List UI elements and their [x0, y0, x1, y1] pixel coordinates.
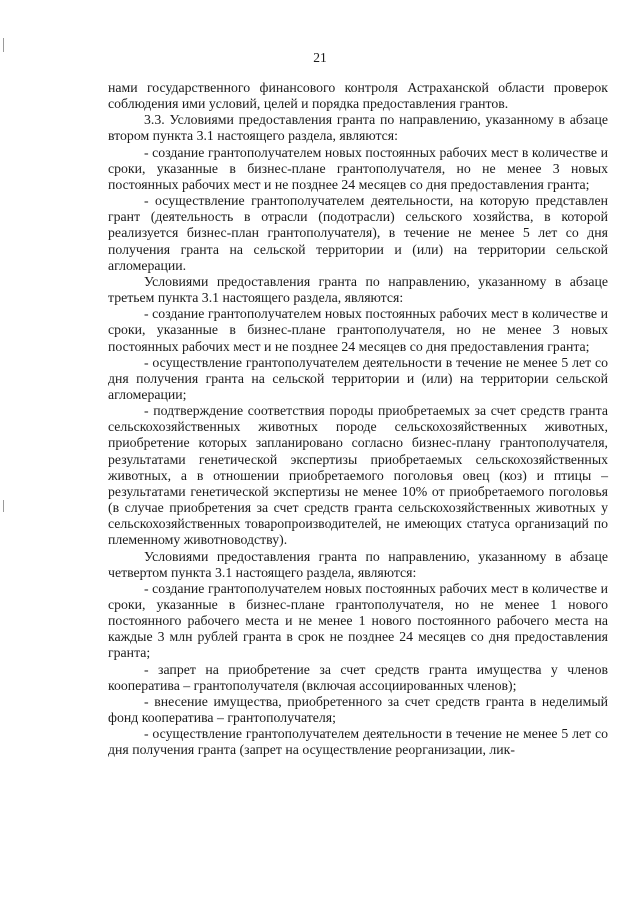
paragraph: 3.3. Условиями предоставления гранта по направлению, указанному в абзаце втором пункта 3.1 настоящего раздела, являются: — [108, 112, 608, 144]
list-item: - запрет на приобретение за счет средств гранта имущества у членов кооператива – грантополучателя (включая ассоциированных членов); — [108, 661, 608, 693]
list-item: - осуществление грантополучателем деятельности в течение не менее 5 лет со дня получения гранта на сельской территории и (или) на территории сельской агломерации; — [108, 354, 608, 402]
paragraph: нами государственного финансового контроля Астраханской области проверок соблюдения ими условий, целей и порядка предоставления грантов. — [108, 80, 608, 112]
list-item: - подтверждение соответствия породы приобретаемых за счет средств гранта сельскохозяйственных животных породе сельскохозяйственных животных, приобретение которых запланировано согласно бизнес-плану грантополучателя, результатами генетической экспертизы приобретаемых сельскохозяйственных животных, а в отношении приобретаемого поголовья овец (коз) и птицы – результатами генетической экспертизы не менее 10% от приобретаемого поголовья (в случае приобретения за счет средств гранта сельскохозяйственных животных у сельскохозяйственных товаропроизводителей, не имеющих статуса организаций по племенному животноводству). — [108, 403, 608, 548]
list-item: - осуществление грантополучателем деятельности, на которую представлен грант (деятельность в отрасли (подотрасли) сельского хозяйства, в которой реализуется бизнес-план грантополучателя), в течение не менее 5 лет со дня получения гранта на сельской территории и (или) на территории сельской агломерации. — [108, 193, 608, 273]
list-item: - осуществление грантополучателем деятельности в течение не менее 5 лет со дня получения гранта (запрет на осуществление реорганизации, лик- — [108, 726, 608, 758]
page-number: 21 — [313, 50, 327, 65]
scan-edge-mark — [3, 500, 4, 512]
list-item: - создание грантополучателем новых постоянных рабочих мест в количестве и сроки, указанные в бизнес-плане грантополучателя, но не менее 1 нового постоянного рабочего места и не менее 1 нового постоянного рабочего места на каждые 3 млн рублей гранта в срок не позднее 24 месяцев со дня предоставления гранта; — [108, 580, 608, 661]
list-item: - создание грантополучателем новых постоянных рабочих мест в количестве и сроки, указанные в бизнес-плане грантополучателя, но не менее 3 новых постоянных рабочих мест и не позднее 24 месяцев со дня предоставления гранта; — [108, 306, 608, 354]
paragraph: Условиями предоставления гранта по направлению, указанному в абзаце третьем пункта 3.1 настоящего раздела, являются: — [108, 273, 608, 306]
list-item: - внесение имущества, приобретенного за счет средств гранта в неделимый фонд кооператива – грантополучателя; — [108, 693, 608, 726]
list-item: - создание грантополучателем новых постоянных рабочих мест в количестве и сроки, указанные в бизнес-плане грантополучателя, но не менее 3 новых постоянных рабочих мест и не позднее 24 месяцев со дня предоставления гранта; — [108, 144, 608, 192]
paragraph: Условиями предоставления гранта по направлению, указанному в абзаце четвертом пункта 3.1 настоящего раздела, являются: — [108, 548, 608, 580]
document-body — [108, 80, 608, 759]
